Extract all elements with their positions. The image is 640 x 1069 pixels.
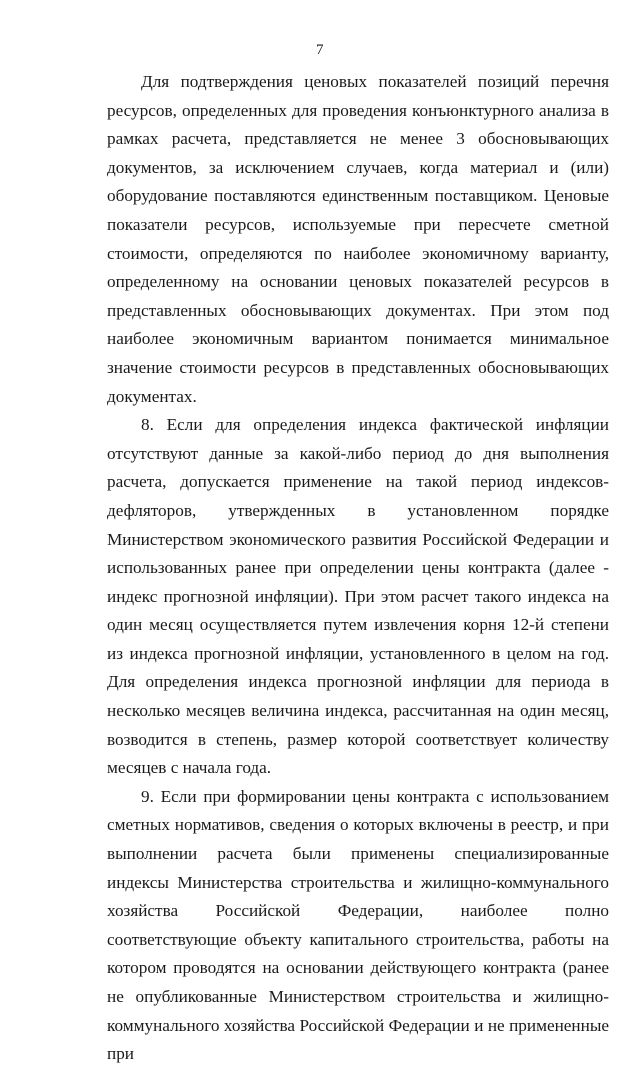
paragraph-item-9: 9. Если при формировании цены контракта с использованием сметных нормативов, сведения о которых включены в реестр, и при выполнении расчета были применены специализированные индексы Министерства строительства и жилищно-коммунального хозяйства Российской Федерации, наиболее полно соответствующие объекту капитального строительства, работы на котором проводятся на основании действующего контракта (ранее не опубликованные Министерством строительства и жилищно-коммунального хозяйства Российской Федерации и не примененные при [107,786,609,1064]
document-body [107,68,609,1069]
page-number: 7 [316,42,324,58]
paragraph-item-8: 8. Если для определения индекса фактической инфляции отсутствуют данные за какой-либо период до дня выполнения расчета, допускается применение на такой период индексов-дефляторов, утвержденных в установленном порядке Министерством экономического развития Российской Федерации и использованных ранее при определении цены контракта (далее - индекс прогнозной инфляции). При этом расчет такого индекса на один месяц осуществляется путем извлечения корня 12-й степени из индекса прогнозной инфляции, установленного в целом на год. Для определения индекса прогнозной инфляции для периода в несколько месяцев величина индекса, рассчитанная на один месяц, возводится в степень, размер которой соответствует количеству месяцев с начала года. [107,415,609,778]
paragraph-resource-prices: Для подтверждения ценовых показателей позиций перечня ресурсов, определенных для проведения конъюнктурного анализа в рамках расчета, представляется не менее 3 обосновывающих документов, за исключением случаев, когда материал и (или) оборудование поставляются единственным поставщиком. Ценовые показатели ресурсов, используемые при пересчете сметной стоимости, определяются по наиболее экономичному варианту, определенному на основании ценовых показателей ресурсов в представленных обосновывающих документах. При этом под наиболее экономичным вариантом понимается минимальное значение стоимости ресурсов в представленных обосновывающих документах. [107,72,609,406]
